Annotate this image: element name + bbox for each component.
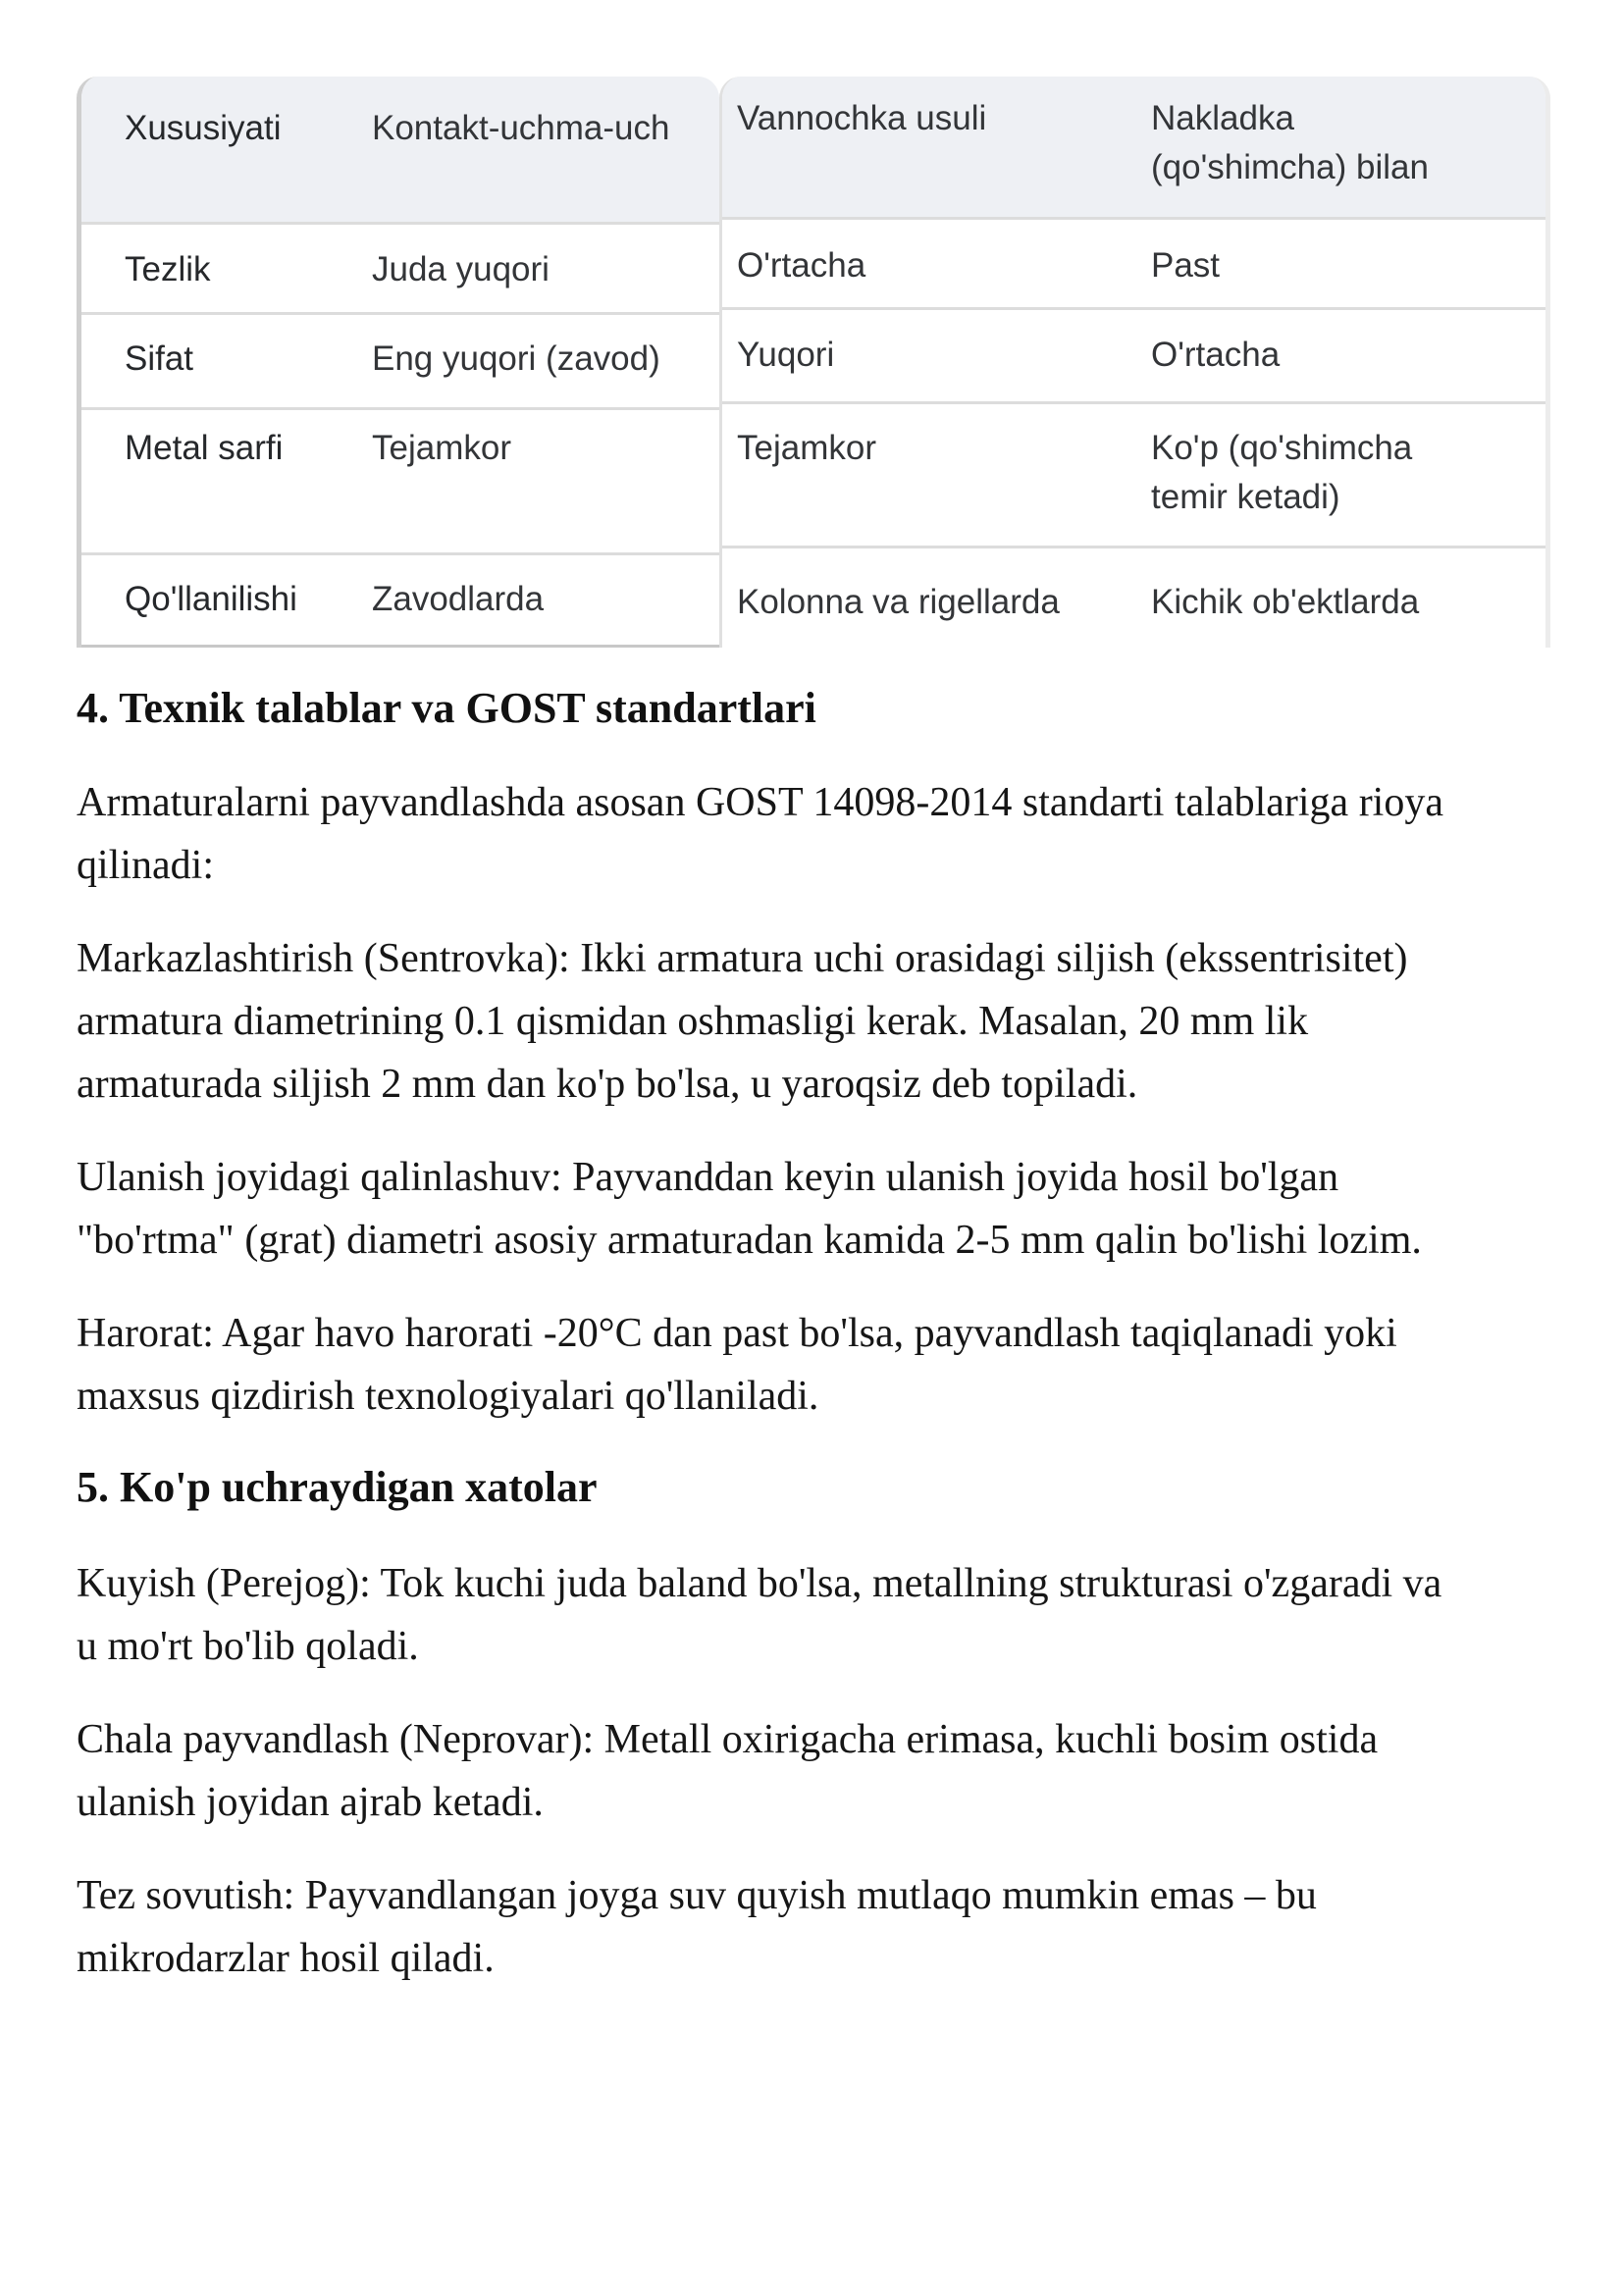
row-bath-value: Kolonna va rigellarda xyxy=(737,583,1060,621)
paragraph-line: Armaturalarni payvandlashda asosan GOST 14098-2014 standarti talablariga rioya xyxy=(77,780,1443,825)
paragraph-line: armaturada siljish 2 mm dan ko'p bo'lsa, u yaroqsiz deb topiladi. xyxy=(77,1062,1138,1107)
paragraph-thickening xyxy=(77,1146,1548,1272)
paragraph-line: u mo'rt bo'lib qoladi. xyxy=(77,1624,419,1669)
row-contact-value: Juda yuqori xyxy=(372,250,550,288)
table-row xyxy=(81,222,719,315)
table-row xyxy=(81,555,719,648)
paragraph-line: Harorat: Agar havo harorati -20°C dan past bo'lsa, payvandlash taqiqlanadi yoki xyxy=(77,1311,1397,1356)
row-contact-value: Eng yuqori (zavod) xyxy=(372,339,660,378)
paragraph-burning xyxy=(77,1552,1548,1678)
section-5-heading: 5. Ko'p uchraydigan xatolar xyxy=(77,1463,598,1511)
table-row xyxy=(722,217,1545,310)
paragraph-temperature xyxy=(77,1302,1548,1428)
section-4-heading: 4. Texnik talablar va GOST standartlari xyxy=(77,684,816,732)
paragraph-line: maxsus qizdirish texnologiyalari qo'llaniladi. xyxy=(77,1374,819,1419)
table-header-row xyxy=(722,77,1545,217)
table-row xyxy=(81,315,719,410)
paragraph-line: Ulanish joyidagi qalinlashuv: Payvanddan keyin ulanish joyida hosil bo'lgan xyxy=(77,1155,1339,1200)
row-overlay-value: Past xyxy=(1151,246,1221,285)
table-row xyxy=(722,548,1545,648)
row-bath-value: Yuqori xyxy=(737,336,835,374)
header-overlay-line2: (qo'shimcha) bilan xyxy=(1151,148,1429,186)
row-feature: Metal sarfi xyxy=(125,429,284,467)
header-overlay-line1: Nakladka xyxy=(1151,99,1294,137)
table-row xyxy=(722,310,1545,404)
paragraph-lack-of-fusion xyxy=(77,1708,1548,1834)
paragraph-line: qilinadi: xyxy=(77,843,214,888)
row-contact-value: Zavodlarda xyxy=(372,580,545,618)
paragraph-line: mikrodarzlar hosil qiladi. xyxy=(77,1936,495,1981)
row-overlay-value-line2: temir ketadi) xyxy=(1151,478,1340,516)
row-bath-value: O'rtacha xyxy=(737,246,866,285)
table-row xyxy=(81,410,719,555)
row-overlay-value-line1: Ko'p (qo'shimcha xyxy=(1151,429,1413,467)
row-feature: Tezlik xyxy=(125,250,211,288)
table-header-row xyxy=(81,77,719,222)
paragraph-line: Tez sovutish: Payvandlangan joyga suv quyish mutlaqo mumkin emas – bu xyxy=(77,1873,1317,1918)
row-feature: Sifat xyxy=(125,339,194,378)
paragraph-line: armatura diametrining 0.1 qismidan oshmasligi kerak. Masalan, 20 mm lik xyxy=(77,999,1309,1044)
table-row xyxy=(722,404,1545,548)
paragraph-line: Markazlashtirish (Sentrovka): Ikki armatura uchi orasidagi siljish (ekssentrisitet) xyxy=(77,936,1408,981)
row-bath-value: Tejamkor xyxy=(737,429,876,467)
header-bath: Vannochka usuli xyxy=(737,99,987,137)
paragraph-line: "bo'rtma" (grat) diametri asosiy armaturadan kamida 2-5 mm qalin bo'lishi lozim. xyxy=(77,1218,1422,1263)
paragraph-line: Chala payvandlash (Neprovar): Metall oxirigacha erimasa, kuchli bosim ostida xyxy=(77,1717,1379,1762)
row-contact-value: Tejamkor xyxy=(372,429,511,467)
row-overlay-value: Kichik ob'ektlarda xyxy=(1151,583,1420,621)
header-contact: Kontakt-uchma-uch xyxy=(372,109,670,147)
paragraph-centering xyxy=(77,927,1548,1116)
table-right-panel xyxy=(719,77,1550,648)
row-feature: Qo'llanilishi xyxy=(125,580,297,618)
paragraph-line: ulanish joyidan ajrab ketadi. xyxy=(77,1780,544,1825)
paragraph-gost xyxy=(77,771,1548,897)
comparison-table xyxy=(77,77,1550,648)
paragraph-fast-cooling xyxy=(77,1864,1548,1990)
paragraph-line: Kuyish (Perejog): Tok kuchi juda baland bo'lsa, metallning strukturasi o'zgaradi va xyxy=(77,1561,1442,1606)
header-feature: Xususiyati xyxy=(125,109,282,147)
table-left-panel xyxy=(77,77,719,648)
row-overlay-value: O'rtacha xyxy=(1151,336,1281,374)
